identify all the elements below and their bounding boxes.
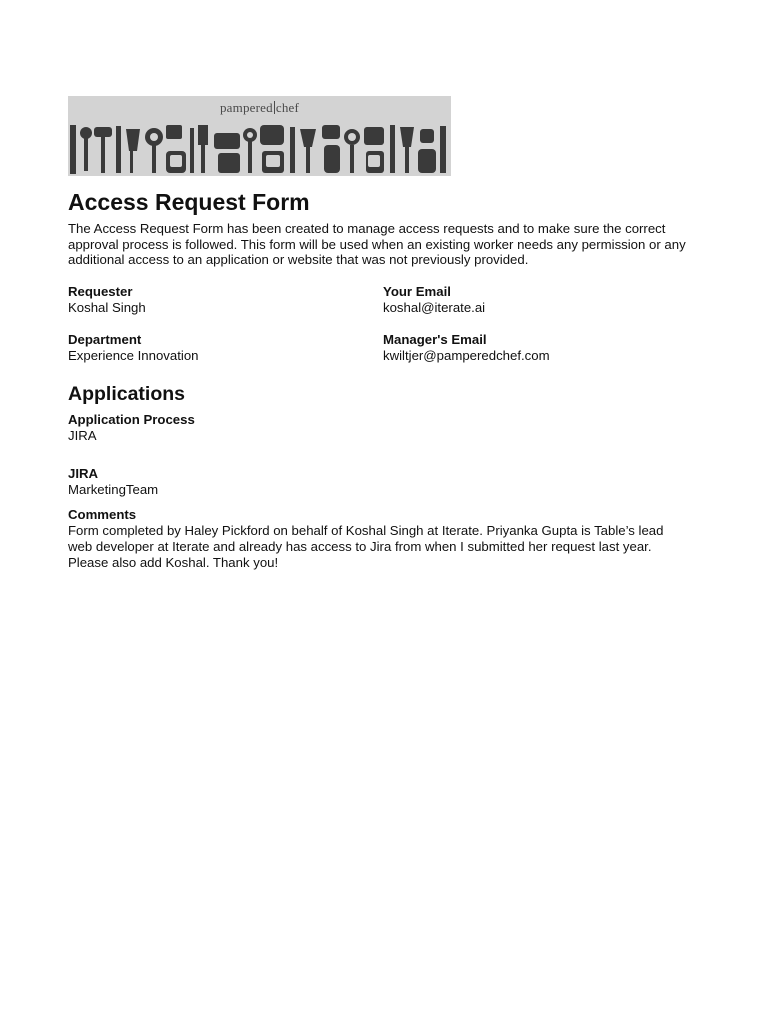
intro-text: The Access Request Form has been created to manage access requests and to make sure the correct approval process is followed. This form will be used when an existing worker needs any permission or any additional access to an application or website that was not previously provided.	[68, 221, 686, 267]
brand-name: pampered	[219, 100, 273, 115]
kitchen-tools-pattern	[68, 123, 451, 176]
email-field	[383, 284, 698, 316]
requester-field	[68, 284, 383, 316]
jira-field	[68, 466, 708, 498]
email-value: koshal@iterate.ai	[383, 299, 486, 315]
comments-label: Comments	[68, 506, 137, 522]
header-banner	[68, 96, 451, 176]
requester-details	[68, 284, 708, 364]
requester-value: Koshal Singh	[68, 299, 146, 315]
manager-email-label: Manager's Email	[383, 331, 487, 347]
page-title: Access Request Form	[68, 189, 310, 215]
requester-label: Requester	[68, 283, 133, 299]
comments-field	[68, 507, 708, 571]
email-label: Your Email	[383, 283, 451, 299]
comments-value: Form completed by Haley Pickford on behalf of Koshal Singh at Iterate. Priyanka Gupta is Table’s lead web developer at Iterate and already has access to Jira from when I submitted her request last year. Please also add Koshal. Thank you!	[68, 522, 664, 570]
application-process-label: Application Process	[68, 411, 195, 427]
department-label: Department	[68, 331, 142, 347]
manager-email-value: kwiltjer@pamperedchef.com	[383, 347, 550, 363]
application-process-value: JIRA	[68, 427, 97, 443]
jira-value: MarketingTeam	[68, 481, 159, 497]
brand-logo	[68, 100, 451, 116]
application-process-field	[68, 412, 708, 444]
manager-email-field	[383, 332, 698, 364]
applications-heading: Applications	[68, 382, 186, 405]
jira-label: JIRA	[68, 465, 99, 481]
department-field	[68, 332, 383, 364]
brand-suffix: chef	[275, 100, 300, 115]
form-page	[68, 96, 708, 571]
department-value: Experience Innovation	[68, 347, 199, 363]
